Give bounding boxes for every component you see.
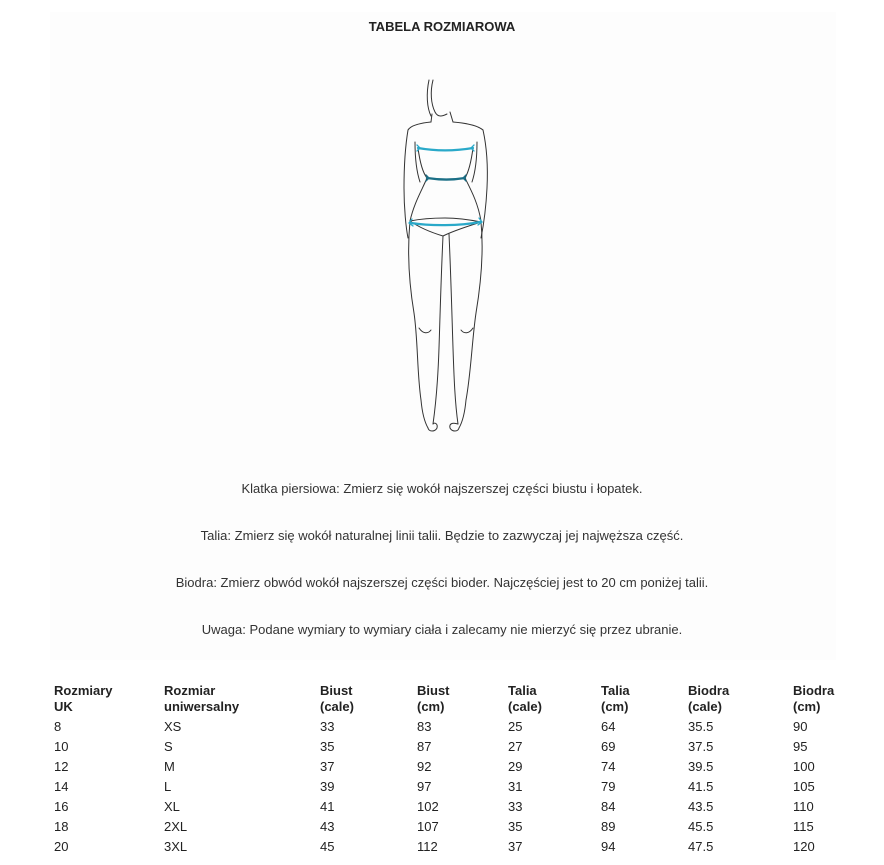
cell-hips-cm: 115	[793, 819, 814, 834]
chest-instruction: Klatka piersiowa: Zmierz się wokół najszerszej części biustu i łopatek.	[241, 481, 643, 496]
cell-uk: 10	[54, 739, 69, 754]
cell-universal: S	[164, 739, 173, 754]
cell-bust-in: 39	[320, 779, 335, 794]
cell-uk: 12	[54, 759, 69, 774]
cell-waist-in: 33	[508, 799, 523, 814]
cell-bust-cm: 87	[417, 739, 432, 754]
cell-hips-in: 45.5	[688, 819, 714, 834]
cell-hips-in: 41.5	[688, 779, 714, 794]
cell-waist-in: 37	[508, 839, 523, 854]
cell-universal: 2XL	[164, 819, 188, 834]
cell-bust-in: 33	[320, 719, 335, 734]
waist-measure-line	[427, 178, 465, 180]
table-header-row	[50, 682, 850, 717]
cell-waist-cm: 69	[601, 739, 616, 754]
cell-universal: XL	[164, 799, 180, 814]
size-table	[50, 682, 850, 857]
table-row	[50, 757, 850, 777]
cell-hips-cm: 110	[793, 799, 814, 814]
body-measurement-illustration	[395, 78, 495, 434]
cell-waist-in: 29	[508, 759, 523, 774]
cell-bust-in: 43	[320, 819, 335, 834]
cell-uk: 18	[54, 819, 69, 834]
header-waist-cm: Talia (cm)	[601, 683, 630, 714]
cell-waist-in: 31	[508, 779, 523, 794]
cell-bust-in: 35	[320, 739, 335, 754]
cell-hips-cm: 90	[793, 719, 808, 734]
cell-waist-cm: 89	[601, 819, 616, 834]
cell-bust-cm: 107	[417, 819, 439, 834]
header-hips-cm: Biodra (cm)	[793, 683, 835, 714]
cell-universal: 3XL	[164, 839, 188, 854]
cell-bust-cm: 83	[417, 719, 432, 734]
cell-waist-cm: 84	[601, 799, 616, 814]
cell-hips-in: 37.5	[688, 739, 714, 754]
header-bust-cm: Biust (cm)	[417, 683, 450, 714]
cell-universal: XS	[164, 719, 182, 734]
cell-uk: 14	[54, 779, 69, 794]
cell-hips-in: 39.5	[688, 759, 714, 774]
header-universal-size: Rozmiar uniwersalny	[164, 683, 240, 714]
table-row	[50, 777, 850, 797]
cell-waist-cm: 64	[601, 719, 616, 734]
cell-hips-in: 43.5	[688, 799, 714, 814]
table-row	[50, 837, 850, 857]
cell-bust-in: 45	[320, 839, 335, 854]
cell-bust-cm: 97	[417, 779, 432, 794]
cell-bust-in: 37	[320, 759, 335, 774]
cell-uk: 8	[54, 719, 62, 734]
cell-hips-cm: 95	[793, 739, 808, 754]
chest-measure-line	[418, 148, 473, 150]
cell-waist-in: 35	[508, 819, 523, 834]
table-row	[50, 737, 850, 757]
cell-uk: 20	[54, 839, 69, 854]
cell-hips-cm: 105	[793, 779, 815, 794]
page-title: TABELA ROZMIAROWA	[368, 19, 516, 34]
waist-instruction: Talia: Zmierz się wokół naturalnej linii talii. Będzie to zazwyczaj jej najwęższa część.	[200, 528, 684, 543]
hip-measure-line	[411, 222, 480, 225]
header-uk-size: Rozmiary UK	[54, 683, 113, 714]
cell-hips-cm: 100	[793, 759, 815, 774]
note-instruction: Uwaga: Podane wymiary to wymiary ciała i zalecamy nie mierzyć się przez ubranie.	[201, 622, 683, 637]
table-row	[50, 717, 850, 737]
cell-waist-cm: 74	[601, 759, 616, 774]
cell-bust-in: 41	[320, 799, 335, 814]
cell-hips-in: 35.5	[688, 719, 714, 734]
cell-bust-cm: 102	[417, 799, 439, 814]
cell-waist-in: 25	[508, 719, 523, 734]
cell-universal: L	[164, 779, 172, 794]
cell-universal: M	[164, 759, 175, 774]
header-waist-inches: Talia (cale)	[508, 683, 542, 714]
header-hips-inches: Biodra (cale)	[688, 683, 730, 714]
cell-waist-in: 27	[508, 739, 523, 754]
cell-hips-in: 47.5	[688, 839, 714, 854]
cell-uk: 16	[54, 799, 69, 814]
cell-hips-cm: 120	[793, 839, 815, 854]
header-bust-inches: Biust (cale)	[320, 683, 354, 714]
cell-bust-cm: 92	[417, 759, 432, 774]
table-row	[50, 797, 850, 817]
hips-instruction: Biodra: Zmierz obwód wokół najszerszej części bioder. Najczęściej jest to 20 cm poniżej talii.	[175, 575, 709, 590]
table-row	[50, 817, 850, 837]
cell-waist-cm: 94	[601, 839, 616, 854]
cell-bust-cm: 112	[417, 839, 438, 854]
cell-waist-cm: 79	[601, 779, 616, 794]
